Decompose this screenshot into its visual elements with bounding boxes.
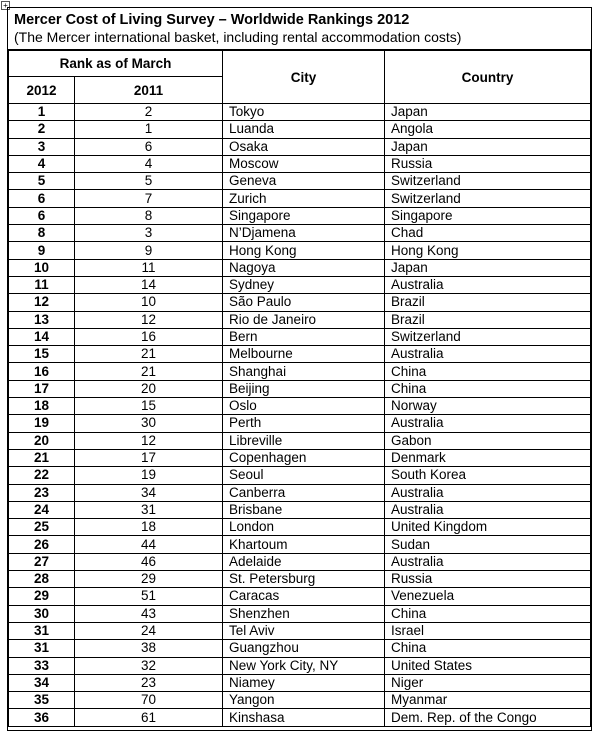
country-cell: Russia	[385, 571, 591, 588]
country-cell: Gabon	[385, 432, 591, 449]
rank-2012-cell: 4	[9, 155, 75, 172]
city-cell: Oslo	[223, 398, 385, 415]
table-row	[9, 259, 591, 276]
country-cell: Brazil	[385, 311, 591, 328]
table-row	[9, 553, 591, 570]
country-cell: China	[385, 605, 591, 622]
city-cell: New York City, NY	[223, 657, 385, 674]
country-cell: Niger	[385, 674, 591, 691]
rank-2011-cell: 14	[75, 276, 223, 293]
country-cell: China	[385, 640, 591, 657]
rank-2012-cell: 19	[9, 415, 75, 432]
country-cell: Brazil	[385, 294, 591, 311]
table-row	[9, 104, 591, 121]
country-cell: Japan	[385, 138, 591, 155]
table-row	[9, 692, 591, 709]
city-cell: Brisbane	[223, 501, 385, 518]
rank-2012-cell: 23	[9, 484, 75, 501]
rank-2012-cell: 14	[9, 328, 75, 345]
table-row	[9, 138, 591, 155]
table-row	[9, 207, 591, 224]
table-row	[9, 242, 591, 259]
rank-2012-cell: 17	[9, 380, 75, 397]
rank-2011-cell: 19	[75, 467, 223, 484]
rank-2011-cell: 17	[75, 449, 223, 466]
country-cell: Australia	[385, 276, 591, 293]
city-cell: Canberra	[223, 484, 385, 501]
rank-2011-cell: 10	[75, 294, 223, 311]
rank-2012-header: 2012	[9, 77, 75, 104]
rank-2012-cell: 24	[9, 501, 75, 518]
table-row	[9, 657, 591, 674]
rank-2012-cell: 33	[9, 657, 75, 674]
country-cell: China	[385, 363, 591, 380]
table-row	[9, 155, 591, 172]
table-row	[9, 173, 591, 190]
rank-2012-cell: 9	[9, 242, 75, 259]
rank-2011-cell: 30	[75, 415, 223, 432]
city-cell: Caracas	[223, 588, 385, 605]
rank-2012-cell: 25	[9, 519, 75, 536]
city-cell: Luanda	[223, 121, 385, 138]
rank-2012-cell: 5	[9, 173, 75, 190]
rank-2012-cell: 12	[9, 294, 75, 311]
rank-2011-cell: 2	[75, 104, 223, 121]
city-cell: Adelaide	[223, 553, 385, 570]
country-cell: Dem. Rep. of the Congo	[385, 709, 591, 726]
country-cell: Japan	[385, 259, 591, 276]
rank-2011-cell: 61	[75, 709, 223, 726]
city-cell: Moscow	[223, 155, 385, 172]
rank-2012-cell: 30	[9, 605, 75, 622]
rank-2011-cell: 21	[75, 346, 223, 363]
table-move-handle-icon[interactable]: +	[1, 1, 10, 10]
country-cell: Norway	[385, 398, 591, 415]
rank-2012-cell: 22	[9, 467, 75, 484]
rank-2012-cell: 28	[9, 571, 75, 588]
rank-2012-cell: 29	[9, 588, 75, 605]
rank-2012-cell: 34	[9, 674, 75, 691]
city-cell: Shanghai	[223, 363, 385, 380]
country-cell: Switzerland	[385, 328, 591, 345]
table-row	[9, 276, 591, 293]
country-cell: Chad	[385, 225, 591, 242]
table-row	[9, 674, 591, 691]
rank-2011-cell: 5	[75, 173, 223, 190]
rank-2012-cell: 10	[9, 259, 75, 276]
city-cell: Perth	[223, 415, 385, 432]
country-cell: Venezuela	[385, 588, 591, 605]
table-row	[9, 398, 591, 415]
city-cell: Beijing	[223, 380, 385, 397]
table-row	[9, 294, 591, 311]
rank-2012-cell: 8	[9, 225, 75, 242]
rank-2011-cell: 23	[75, 674, 223, 691]
city-cell: St. Petersburg	[223, 571, 385, 588]
rankings-table	[8, 50, 591, 727]
rank-2012-cell: 6	[9, 190, 75, 207]
table-row	[9, 571, 591, 588]
table-subtitle: (The Mercer international basket, including rental accommodation costs)	[14, 29, 462, 45]
city-cell: Melbourne	[223, 346, 385, 363]
table-row	[9, 449, 591, 466]
rank-2011-cell: 31	[75, 501, 223, 518]
country-cell: South Korea	[385, 467, 591, 484]
country-cell: Singapore	[385, 207, 591, 224]
rank-2011-cell: 6	[75, 138, 223, 155]
city-cell: Nagoya	[223, 259, 385, 276]
rank-2011-cell: 24	[75, 622, 223, 639]
table-row	[9, 380, 591, 397]
table-title: Mercer Cost of Living Survey – Worldwide Rankings 2012	[14, 12, 410, 28]
rank-2012-cell: 31	[9, 640, 75, 657]
rank-2011-cell: 12	[75, 311, 223, 328]
city-cell: Khartoum	[223, 536, 385, 553]
country-cell: United States	[385, 657, 591, 674]
rank-2011-cell: 51	[75, 588, 223, 605]
country-cell: Hong Kong	[385, 242, 591, 259]
rank-2011-cell: 7	[75, 190, 223, 207]
rank-2012-cell: 31	[9, 622, 75, 639]
country-cell: Israel	[385, 622, 591, 639]
table-row	[9, 467, 591, 484]
table-row	[9, 640, 591, 657]
country-cell: Switzerland	[385, 173, 591, 190]
city-cell: Hong Kong	[223, 242, 385, 259]
city-header: City	[223, 51, 385, 104]
rank-2012-cell: 35	[9, 692, 75, 709]
country-cell: Australia	[385, 346, 591, 363]
rank-2012-cell: 26	[9, 536, 75, 553]
city-cell: Libreville	[223, 432, 385, 449]
table-row	[9, 346, 591, 363]
table-row	[9, 225, 591, 242]
country-header: Country	[385, 51, 591, 104]
city-cell: Seoul	[223, 467, 385, 484]
rank-2011-cell: 12	[75, 432, 223, 449]
rank-2012-cell: 20	[9, 432, 75, 449]
rank-2011-cell: 20	[75, 380, 223, 397]
country-cell: Australia	[385, 553, 591, 570]
country-cell: Denmark	[385, 449, 591, 466]
city-cell: Sydney	[223, 276, 385, 293]
rank-2011-cell: 18	[75, 519, 223, 536]
rank-group-header: Rank as of March	[9, 51, 223, 77]
rank-2011-cell: 1	[75, 121, 223, 138]
rank-2012-cell: 15	[9, 346, 75, 363]
table-row	[9, 415, 591, 432]
country-cell: Switzerland	[385, 190, 591, 207]
rank-2011-cell: 29	[75, 571, 223, 588]
rank-2012-cell: 11	[9, 276, 75, 293]
table-row	[9, 501, 591, 518]
rank-2011-cell: 4	[75, 155, 223, 172]
country-cell: China	[385, 380, 591, 397]
rank-2011-header: 2011	[75, 77, 223, 104]
rank-2011-cell: 9	[75, 242, 223, 259]
city-cell: Kinshasa	[223, 709, 385, 726]
city-cell: Tokyo	[223, 104, 385, 121]
rank-2012-cell: 1	[9, 104, 75, 121]
table-row	[9, 709, 591, 726]
table-row	[9, 536, 591, 553]
rank-2011-cell: 3	[75, 225, 223, 242]
table-row	[9, 519, 591, 536]
country-cell: Australia	[385, 415, 591, 432]
rank-2011-cell: 16	[75, 328, 223, 345]
rankings-table-frame	[7, 7, 592, 731]
city-cell: Guangzhou	[223, 640, 385, 657]
city-cell: Osaka	[223, 138, 385, 155]
country-cell: Australia	[385, 501, 591, 518]
table-row	[9, 622, 591, 639]
city-cell: Rio de Janeiro	[223, 311, 385, 328]
rank-2011-cell: 34	[75, 484, 223, 501]
country-cell: Sudan	[385, 536, 591, 553]
city-cell: Singapore	[223, 207, 385, 224]
city-cell: London	[223, 519, 385, 536]
table-row	[9, 121, 591, 138]
city-cell: Copenhagen	[223, 449, 385, 466]
rank-2012-cell: 18	[9, 398, 75, 415]
country-cell: Australia	[385, 484, 591, 501]
city-cell: N’Djamena	[223, 225, 385, 242]
rank-2011-cell: 43	[75, 605, 223, 622]
table-row	[9, 588, 591, 605]
country-cell: Russia	[385, 155, 591, 172]
city-cell: Yangon	[223, 692, 385, 709]
rank-2011-cell: 32	[75, 657, 223, 674]
country-cell: Angola	[385, 121, 591, 138]
city-cell: Tel Aviv	[223, 622, 385, 639]
rank-2011-cell: 70	[75, 692, 223, 709]
city-cell: Zurich	[223, 190, 385, 207]
city-cell: Bern	[223, 328, 385, 345]
rank-2012-cell: 16	[9, 363, 75, 380]
country-cell: United Kingdom	[385, 519, 591, 536]
rank-2011-cell: 44	[75, 536, 223, 553]
rank-2011-cell: 15	[75, 398, 223, 415]
rank-2012-cell: 6	[9, 207, 75, 224]
rank-2012-cell: 36	[9, 709, 75, 726]
rank-2012-cell: 27	[9, 553, 75, 570]
table-row	[9, 190, 591, 207]
table-row	[9, 484, 591, 501]
table-row	[9, 363, 591, 380]
city-cell: Niamey	[223, 674, 385, 691]
rank-2011-cell: 46	[75, 553, 223, 570]
city-cell: São Paulo	[223, 294, 385, 311]
rank-2011-cell: 11	[75, 259, 223, 276]
table-caption	[8, 8, 591, 50]
rank-2012-cell: 21	[9, 449, 75, 466]
country-cell: Japan	[385, 104, 591, 121]
table-row	[9, 311, 591, 328]
table-body	[9, 104, 591, 727]
rank-2012-cell: 13	[9, 311, 75, 328]
rank-2011-cell: 21	[75, 363, 223, 380]
rank-2011-cell: 8	[75, 207, 223, 224]
rank-2012-cell: 3	[9, 138, 75, 155]
city-cell: Shenzhen	[223, 605, 385, 622]
rank-2012-cell: 2	[9, 121, 75, 138]
table-row	[9, 432, 591, 449]
country-cell: Myanmar	[385, 692, 591, 709]
table-row	[9, 605, 591, 622]
rank-2011-cell: 38	[75, 640, 223, 657]
city-cell: Geneva	[223, 173, 385, 190]
table-row	[9, 328, 591, 345]
